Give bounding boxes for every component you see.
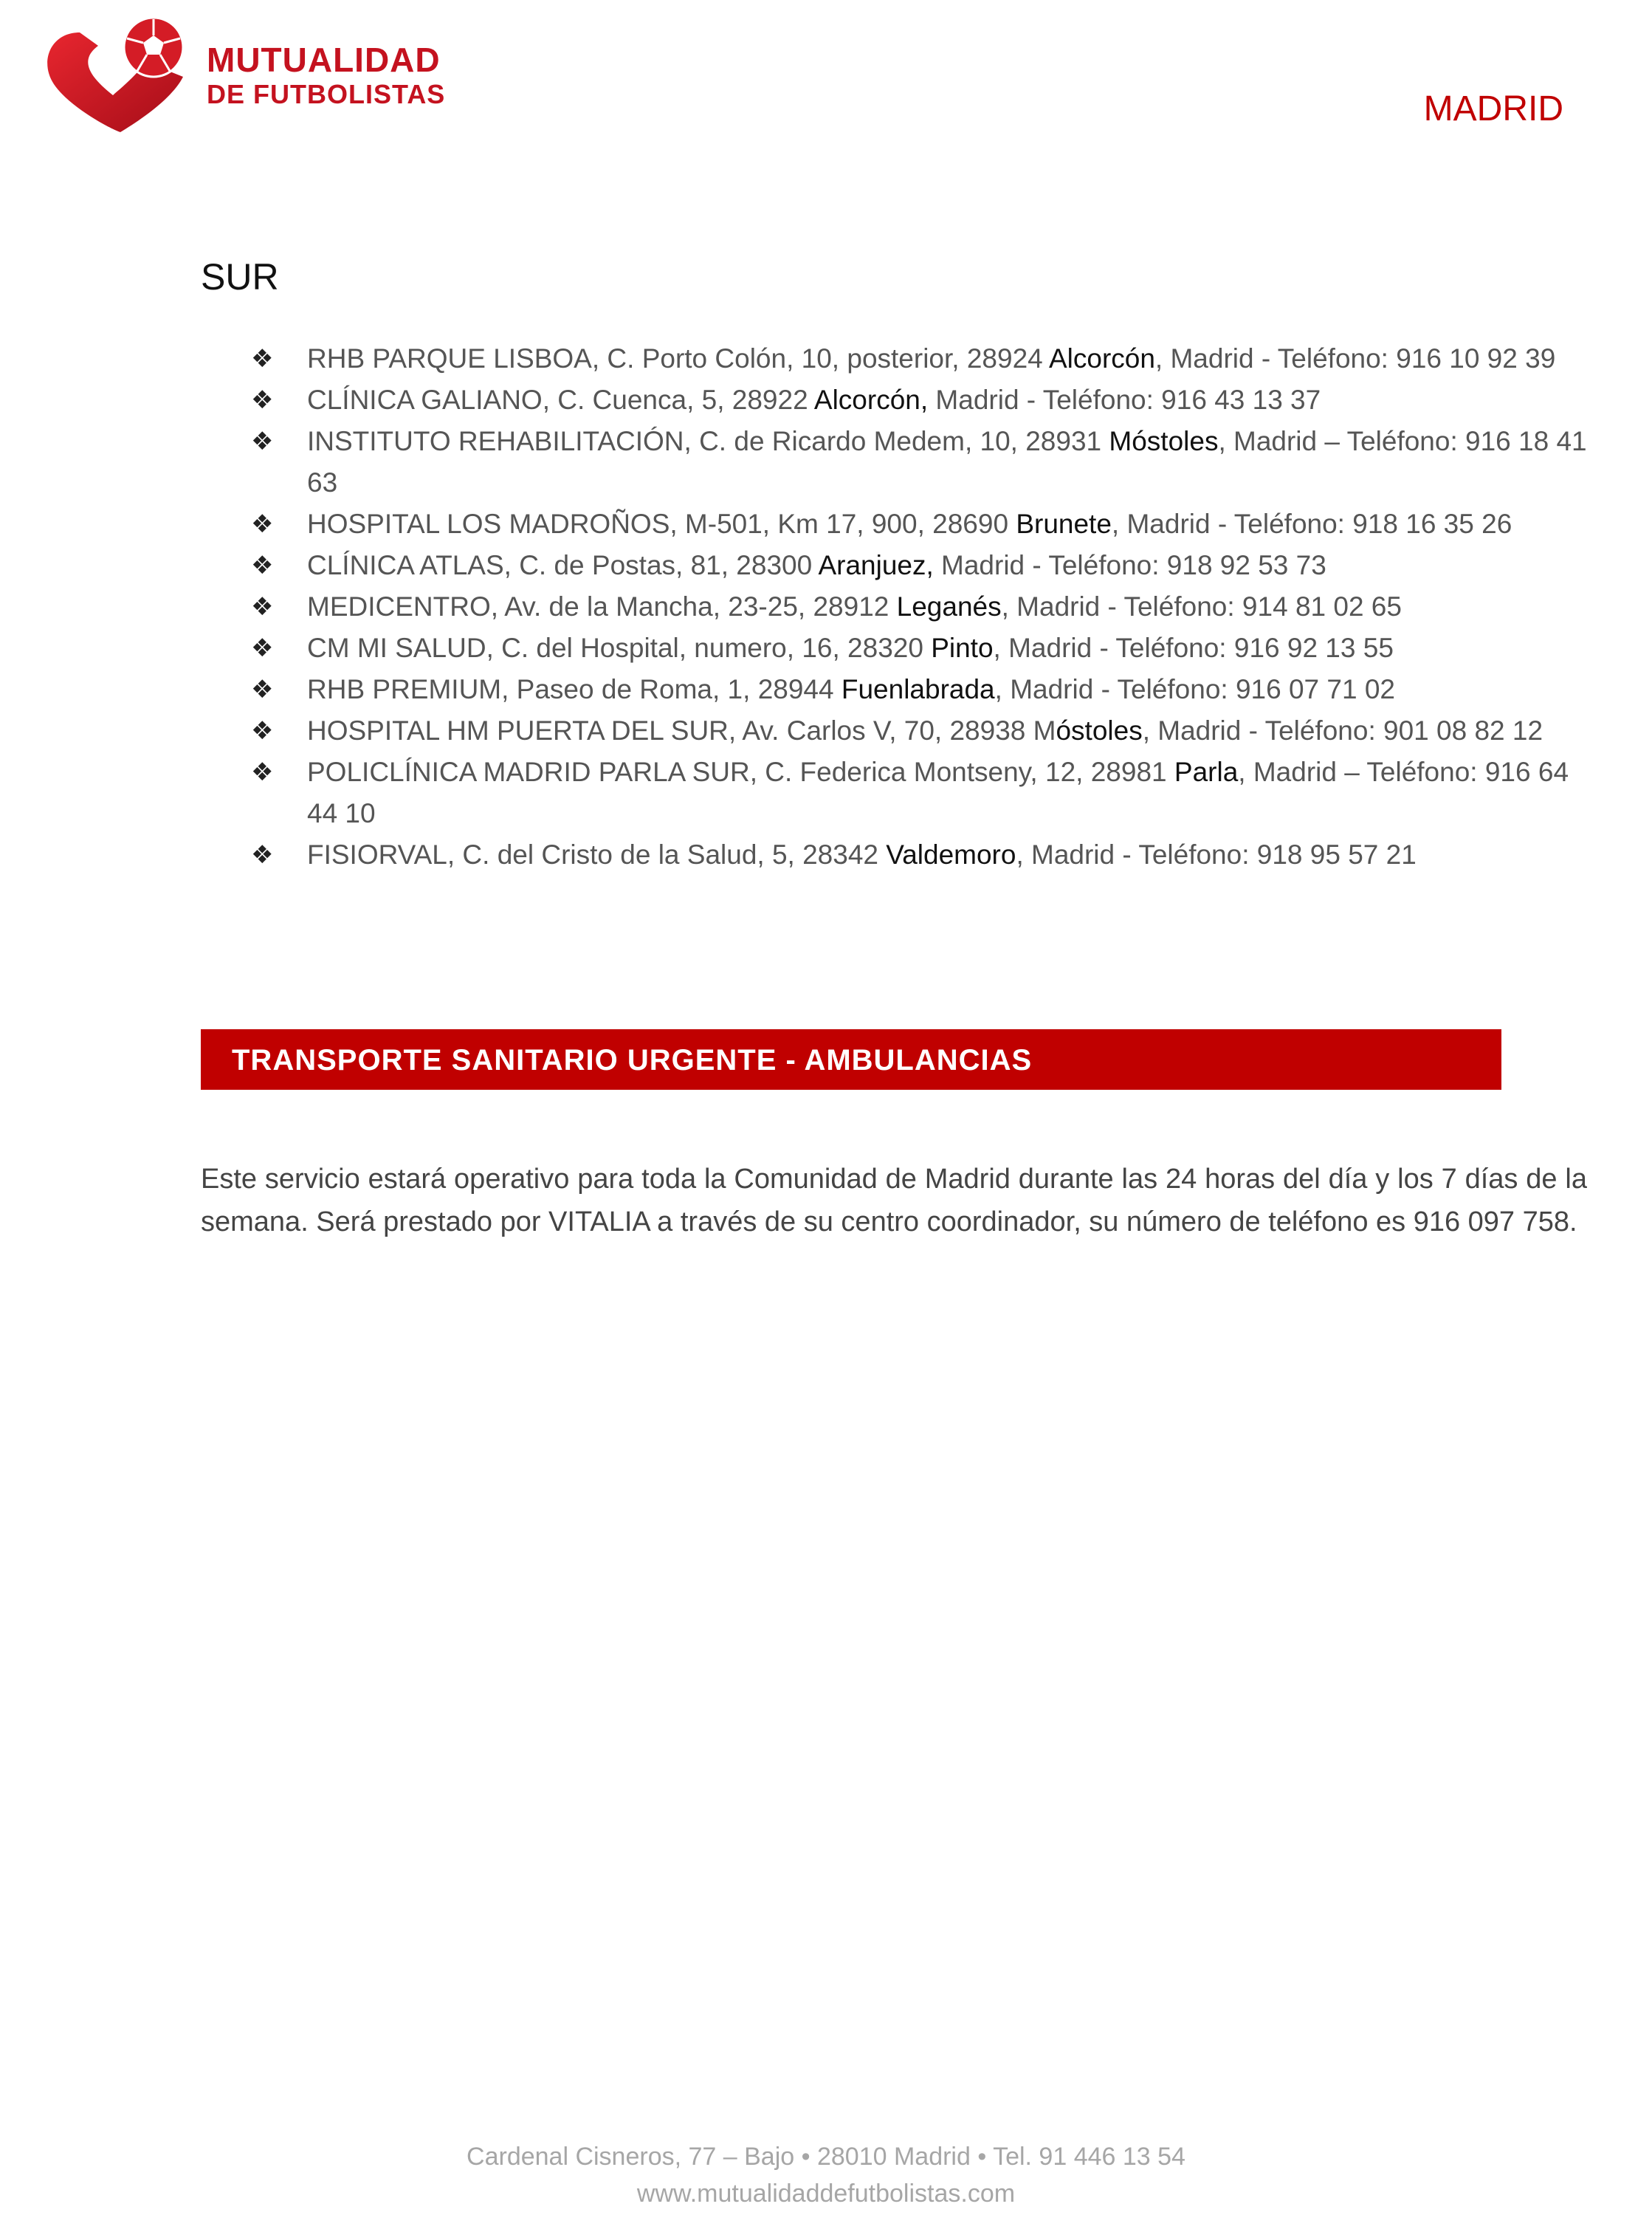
diamond-bullet-icon: ❖ [251,676,274,704]
brand-line2: DE FUTBOLISTAS [207,79,446,109]
clinic-city: Fuenlabrada [841,674,995,704]
logo [35,10,493,136]
clinic-phone: , Madrid - Teléfono: 916 92 13 55 [993,633,1394,663]
diamond-bullet-icon: ❖ [251,345,274,373]
list-item [251,834,1594,876]
clinic-name-address: RHB PARQUE LISBOA, C. Porto Colón, 10, posterior, 28924 [307,343,1049,374]
clinic-city: Aranjuez, [818,550,934,580]
footer [0,2138,1652,2212]
clinic-name-address: CLÍNICA GALIANO, C. Cuenca, 5, 28922 [307,385,814,415]
clinic-city: Alcorcón, [813,385,929,415]
diamond-bullet-icon: ❖ [251,841,274,869]
clinic-phone: Madrid - Teléfono: 916 43 13 37 [928,385,1321,415]
diamond-bullet-icon: ❖ [251,427,274,456]
diamond-bullet-icon: ❖ [251,758,274,786]
clinic-city: Pinto [931,633,994,663]
diamond-bullet-icon: ❖ [251,386,274,414]
clinic-name-address: MEDICENTRO, Av. de la Mancha, 23-25, 28912 [307,591,897,622]
brand-line1: MUTUALIDAD [207,41,441,79]
list-item [251,545,1594,586]
diamond-bullet-icon: ❖ [251,717,274,745]
clinic-name-address: HOSPITAL HM PUERTA DEL SUR, Av. Carlos V, 70, 28938 M [307,715,1056,746]
clinic-name-address: RHB PREMIUM, Paseo de Roma, 1, 28944 [307,674,842,704]
clinic-phone: , Madrid – Teléfono: 916 64 44 10 [307,757,1569,828]
clinic-city: Parla [1174,757,1239,787]
clinic-phone: , Madrid - Teléfono: 918 95 57 21 [1016,839,1417,870]
clinic-name-address: CLÍNICA ATLAS, C. de Postas, 81, 28300 [307,550,819,580]
section-banner [201,1029,1501,1090]
diamond-bullet-icon: ❖ [251,552,274,580]
footer-address: Cardenal Cisneros, 77 – Bajo • 28010 Madrid • Tel. 91 446 13 54 [467,2143,1185,2171]
clinic-list [251,338,1594,876]
list-item [251,504,1594,545]
list-item [251,421,1594,504]
clinic-name-address: CM MI SALUD, C. del Hospital, numero, 16, 28320 [307,633,932,663]
clinic-phone: , Madrid - Teléfono: 916 07 71 02 [994,674,1395,704]
clinic-name-address: POLICLÍNICA MADRID PARLA SUR, C. Federica Montseny, 12, 28981 [307,757,1174,787]
clinic-city: Brunete [1016,509,1112,539]
list-item [251,380,1594,421]
clinic-name-address: HOSPITAL LOS MADROÑOS, M-501, Km 17, 900, 28690 [307,509,1016,539]
list-item [251,669,1594,710]
clinic-phone: , Madrid - Teléfono: 914 81 02 65 [1001,591,1402,622]
clinic-phone: , Madrid - Teléfono: 901 08 82 12 [1142,715,1543,746]
region-label: MADRID [1423,89,1563,128]
clinic-city: óstoles [1056,715,1143,746]
heart-ball-logo-icon [35,10,205,136]
clinic-phone: , Madrid - Teléfono: 918 16 35 26 [1111,509,1512,539]
clinic-phone: , Madrid - Teléfono: 916 10 92 39 [1154,343,1556,374]
clinic-city: Móstoles [1109,426,1219,456]
list-item [251,710,1594,752]
banner-title: TRANSPORTE SANITARIO URGENTE - AMBULANCIAS [232,1044,1033,1076]
diamond-bullet-icon: ❖ [251,510,274,538]
clinic-city: Alcorcón [1048,343,1155,374]
brand-name [207,43,445,108]
clinic-name-address: FISIORVAL, C. del Cristo de la Salud, 5, 28342 [307,839,887,870]
list-item [251,752,1594,834]
clinic-city: Leganés [896,591,1002,622]
list-item [251,586,1594,628]
diamond-bullet-icon: ❖ [251,634,274,662]
section-title: SUR [201,256,279,298]
footer-website-link[interactable]: www.mutualidaddefutbolistas.com [636,2180,1016,2208]
clinic-phone: Madrid - Teléfono: 918 92 53 73 [933,550,1326,580]
clinic-name-address: INSTITUTO REHABILITACIÓN, C. de Ricardo Medem, 10, 28931 [307,426,1109,456]
list-item [251,338,1594,380]
list-item [251,628,1594,669]
diamond-bullet-icon: ❖ [251,593,274,621]
clinic-phone: , Madrid – Teléfono: 916 18 41 63 [307,426,1587,498]
clinic-city: Valdemoro [886,839,1016,870]
service-paragraph: Este servicio estará operativo para toda la Comunidad de Madrid durante las 24 horas del día y los 7 días de la semana. Será prestado por VITALIA a través de su centro coordinador, su número de teléfono es 916 097 758. [201,1164,1587,1237]
